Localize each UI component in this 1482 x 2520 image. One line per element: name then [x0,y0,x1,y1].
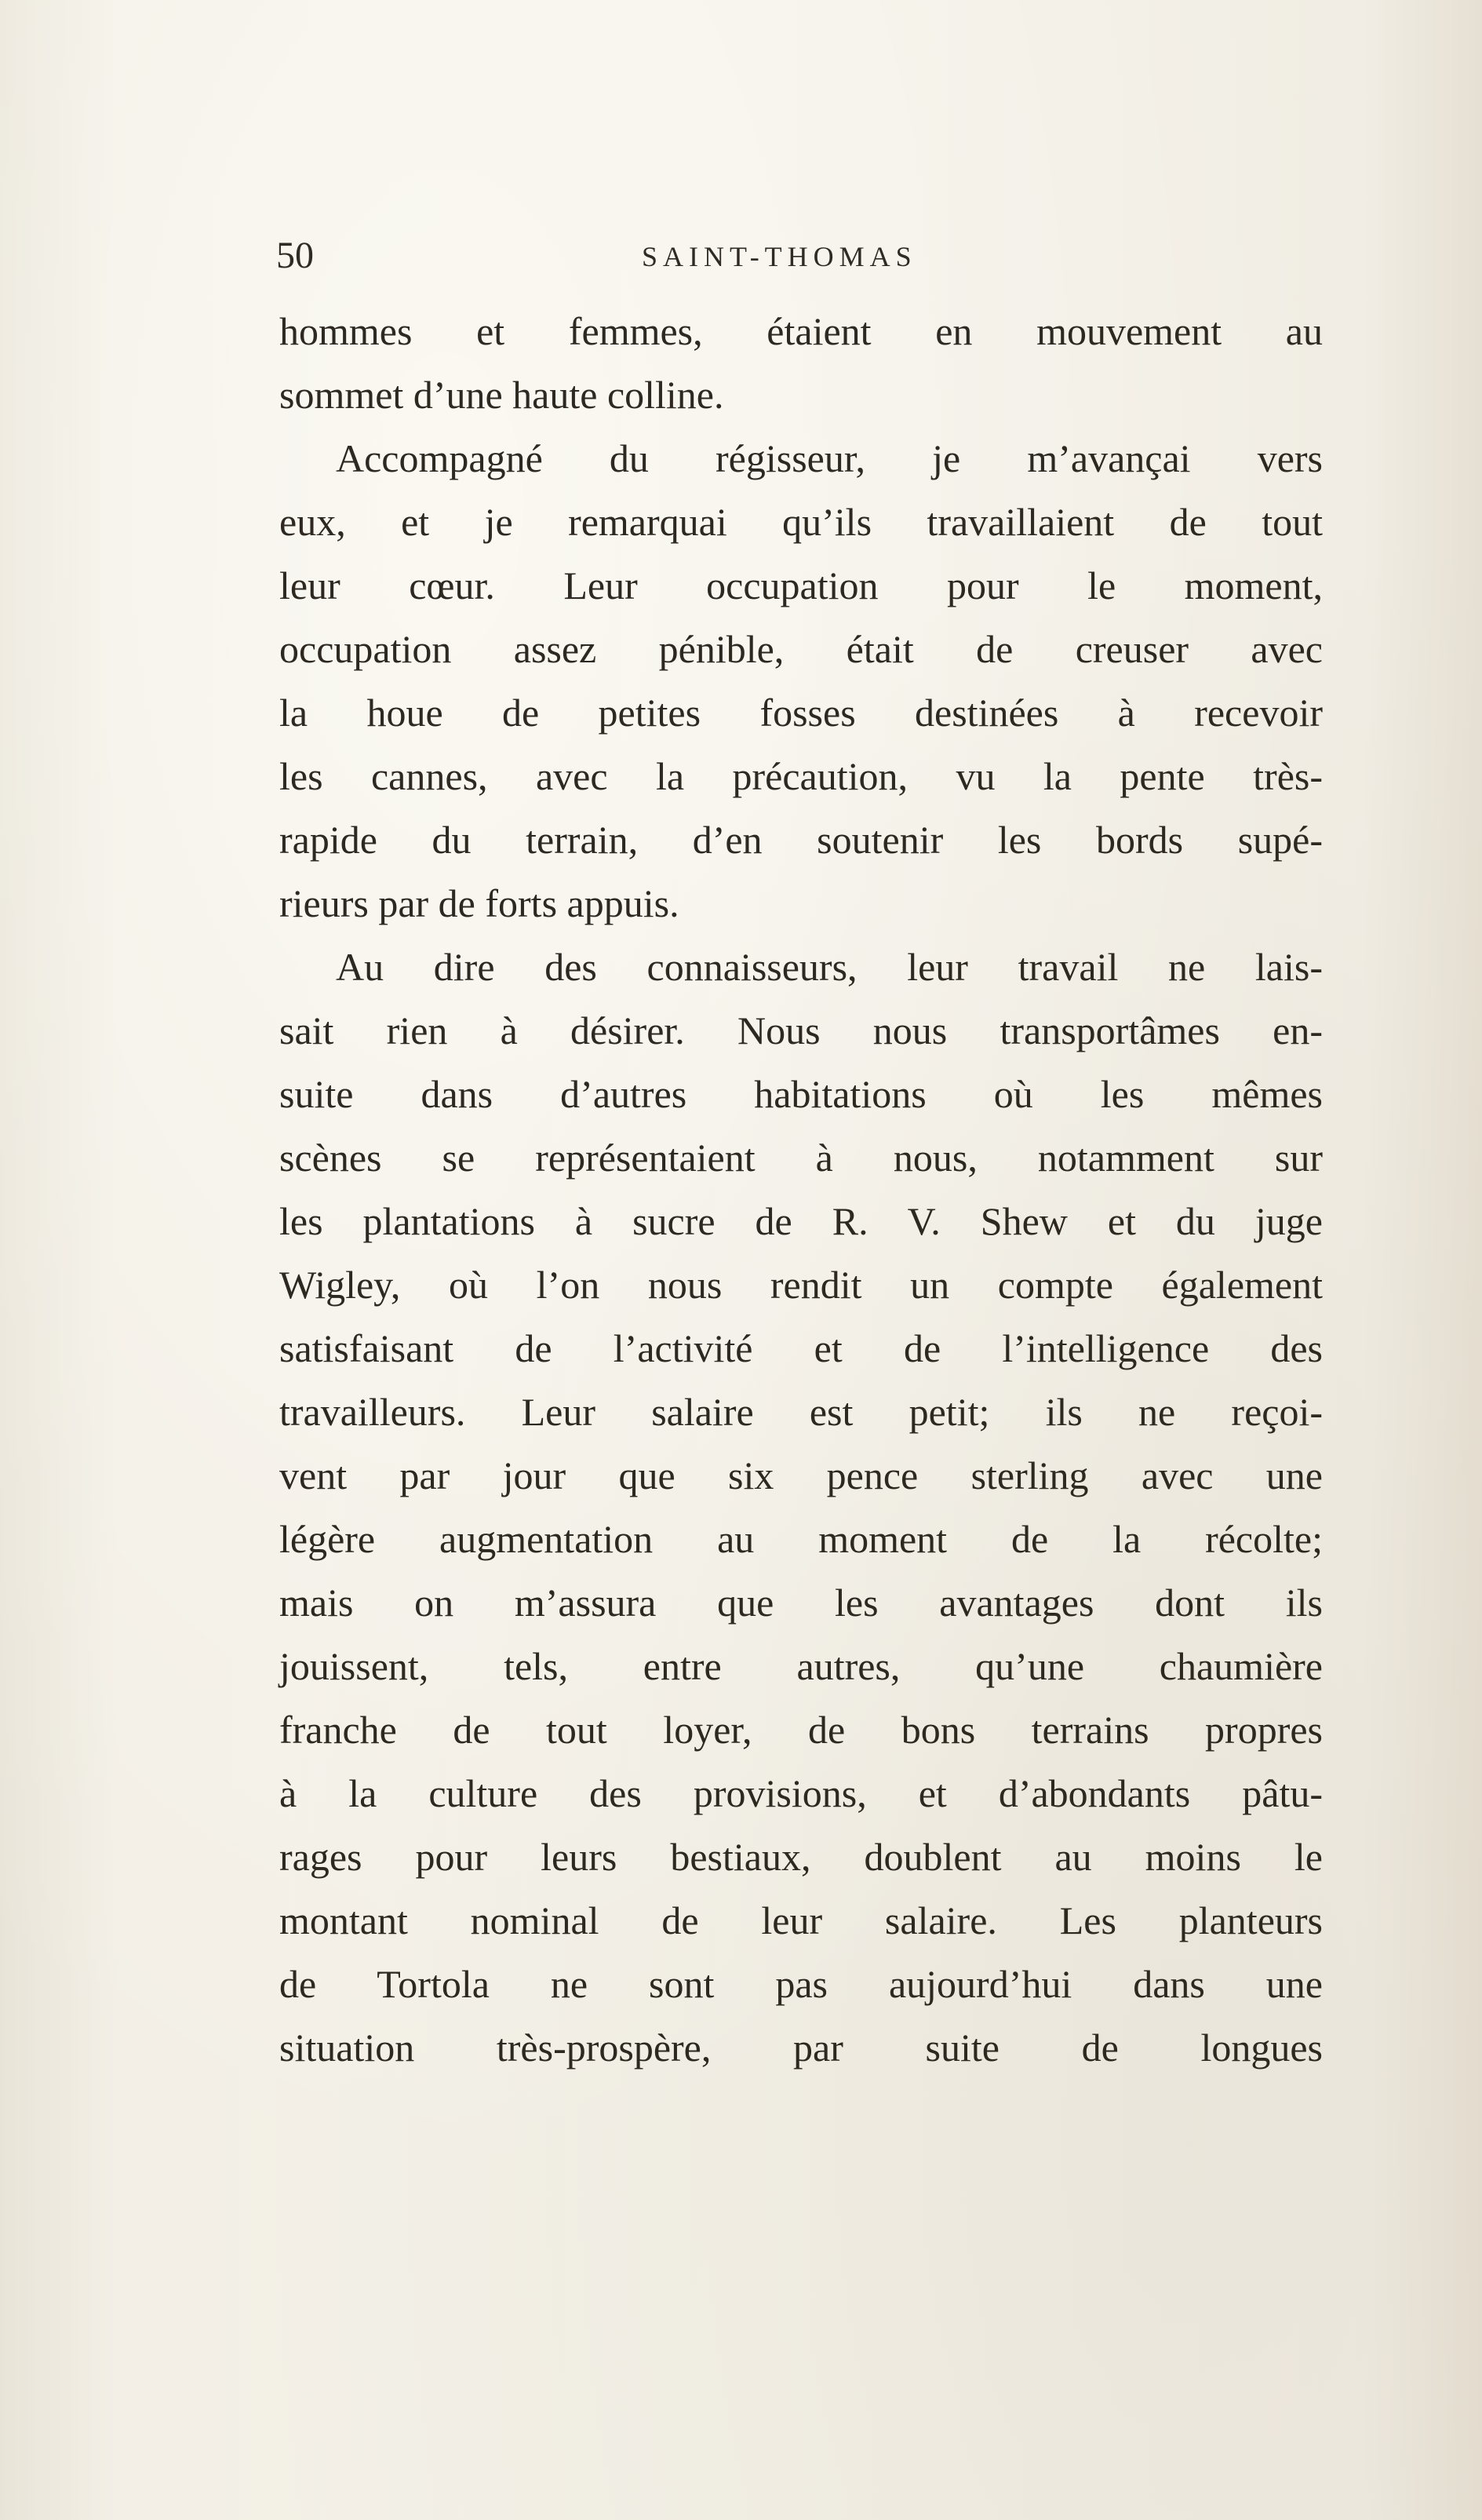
text-line: de Tortola ne sont pas aujourd’hui dans une [279,1962,1323,2006]
text-line: vent par jour que six pence sterling avec une [279,1453,1323,1497]
text-line: rapide du terrain, d’en soutenir les bords supé- [279,818,1323,862]
text-line: légère augmentation au moment de la récolte; [279,1517,1323,1561]
text-line: eux, et je remarquai qu’ils travaillaient de tout [279,500,1323,544]
text-line: les plantations à sucre de R. V. Shew et du juge [279,1199,1323,1243]
text-line: Au dire des connaisseurs, leur travail ne lais- [336,945,1323,989]
text-line: sait rien à désirer. Nous nous transportâmes en- [279,1008,1323,1052]
text-line: satisfaisant de l’activité et de l’intelligence des [279,1326,1323,1370]
text-line: jouissent, tels, entre autres, qu’une chaumière [279,1644,1323,1688]
text-line: rages pour leurs bestiaux, doublent au moins le [279,1835,1323,1879]
text-line: leur cœur. Leur occupation pour le moment, [279,563,1323,607]
text-line: Accompagné du régisseur, je m’avançai vers [336,436,1323,480]
text-line: les cannes, avec la précaution, vu la pente très- [279,754,1323,798]
text-line: mais on m’assura que les avantages dont ils [279,1581,1323,1625]
text-line: Wigley, où l’on nous rendit un compte également [279,1263,1323,1307]
text-line: à la culture des provisions, et d’abondants pâtu- [279,1771,1323,1815]
text-line: hommes et femmes, étaient en mouvement au [279,309,1323,353]
page-number: 50 [276,235,314,276]
text-line: franche de tout loyer, de bons terrains propres [279,1708,1323,1752]
text-line: sommet d’une haute colline. [279,373,724,417]
text-line: montant nominal de leur salaire. Les planteurs [279,1898,1323,1942]
running-title: SAINT-THOMAS [642,241,917,272]
text-line: suite dans d’autres habitations où les mêmes [279,1072,1323,1116]
text-line: travailleurs. Leur salaire est petit; ils ne reçoi- [279,1390,1323,1434]
text-line: la houe de petites fosses destinées à recevoir [279,691,1323,735]
text-line: occupation assez pénible, était de creuser avec [279,627,1323,671]
text-line: situation très-prospère, par suite de longues [279,2026,1323,2070]
running-head [276,232,1327,279]
body-text [279,300,1323,2080]
text-line: scènes se représentaient à nous, notamment sur [279,1136,1323,1180]
text-line: rieurs par de forts appuis. [279,881,679,925]
